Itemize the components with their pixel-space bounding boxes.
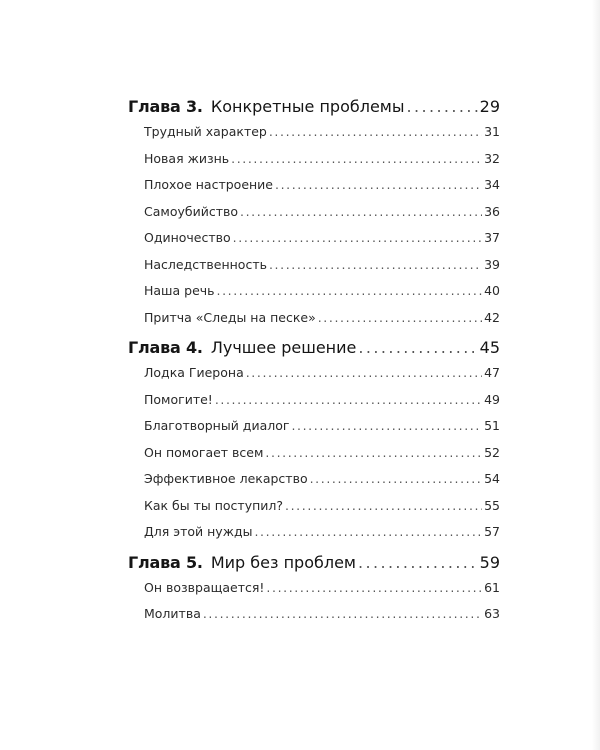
- page-number: 55: [484, 497, 500, 513]
- page-number: 42: [484, 309, 500, 325]
- toc-entry[interactable]: [128, 310, 500, 337]
- dot-leader: [215, 392, 482, 407]
- dot-leader: [275, 177, 482, 192]
- page-number: 29: [479, 97, 500, 116]
- chapter-title: Мир без проблем: [210, 552, 356, 572]
- toc-entry[interactable]: [128, 151, 500, 178]
- dot-leader: [269, 124, 482, 139]
- entry-title: Как бы ты поступил?: [144, 497, 284, 513]
- dot-leader: [266, 580, 482, 595]
- dot-leader: [310, 471, 483, 486]
- dot-leader: [265, 445, 482, 460]
- entry-title: Помогите!: [144, 391, 213, 407]
- page-edge-shadow: [592, 0, 600, 750]
- dot-leader: [217, 283, 483, 298]
- entry-title: Он возвращается!: [144, 579, 265, 595]
- dot-leader: [246, 365, 482, 380]
- chapter-4-heading[interactable]: [128, 338, 500, 363]
- page-number: 31: [484, 124, 500, 139]
- toc-entry[interactable]: [128, 204, 500, 231]
- dot-leader: [254, 524, 482, 539]
- entry-title: Лодка Гиерона: [144, 365, 244, 380]
- table-of-contents: [128, 97, 500, 633]
- dot-leader: [407, 97, 478, 116]
- chapter-title: Конкретные проблемы: [210, 97, 405, 116]
- entry-title: Благотворный диалог: [144, 418, 290, 433]
- page-number: 52: [484, 444, 500, 460]
- toc-entry[interactable]: [128, 580, 500, 607]
- dot-leader: [285, 498, 482, 513]
- dot-leader: [358, 338, 477, 357]
- dot-leader: [318, 310, 482, 325]
- toc-entry[interactable]: [128, 177, 500, 204]
- page-number: 47: [484, 365, 500, 380]
- page-number: 51: [484, 418, 500, 433]
- toc-entry[interactable]: [128, 418, 500, 445]
- page-number: 49: [484, 391, 500, 407]
- entry-title: Самоубийство: [144, 203, 238, 219]
- dot-leader: [269, 257, 482, 272]
- toc-entry[interactable]: [128, 124, 500, 151]
- dot-leader: [203, 606, 482, 621]
- entry-title: Эффективное лекарство: [144, 471, 308, 486]
- toc-entry[interactable]: [128, 498, 500, 525]
- entry-title: Для этой нужды: [144, 524, 253, 539]
- dot-leader: [240, 204, 482, 219]
- page-number: 57: [484, 524, 500, 539]
- chapter-label: Глава 4.: [128, 338, 203, 357]
- dot-leader: [291, 418, 482, 433]
- page-number: 45: [479, 338, 500, 357]
- page-number: 32: [484, 150, 500, 166]
- page-number: 54: [484, 471, 500, 486]
- entry-title: Притча «Следы на песке»: [144, 309, 316, 325]
- entry-title: Молитва: [144, 606, 201, 621]
- chapter-3-heading[interactable]: [128, 97, 500, 122]
- page-number: 34: [484, 177, 500, 192]
- entry-title: Одиночество: [144, 230, 231, 245]
- toc-entry[interactable]: [128, 283, 500, 310]
- toc-entry[interactable]: [128, 392, 500, 419]
- toc-entry[interactable]: [128, 524, 500, 551]
- entry-title: Плохое настроение: [144, 177, 273, 192]
- dot-leader: [358, 553, 478, 572]
- chapter-label: Глава 5.: [128, 552, 203, 572]
- entry-title: Наша речь: [144, 283, 215, 298]
- toc-entry[interactable]: [128, 606, 500, 633]
- toc-entry[interactable]: [128, 445, 500, 472]
- toc-entry[interactable]: [128, 471, 500, 498]
- entry-title: Наследственность: [144, 256, 267, 272]
- chapter-title: Лучшее решение: [210, 338, 357, 357]
- page-number: 37: [484, 230, 500, 245]
- dot-leader: [233, 230, 482, 245]
- page-number: 61: [484, 579, 500, 595]
- toc-entry[interactable]: [128, 230, 500, 257]
- page-number: 39: [484, 256, 500, 272]
- page-number: 40: [484, 283, 500, 298]
- toc-entry[interactable]: [128, 257, 500, 284]
- chapter-5-heading[interactable]: [128, 553, 500, 578]
- dot-leader: [231, 151, 482, 166]
- entry-title: Трудный характер: [144, 124, 267, 139]
- entry-title: Он помогает всем: [144, 444, 264, 460]
- entry-title: Новая жизнь: [144, 150, 230, 166]
- page-number: 63: [484, 606, 500, 621]
- chapter-label: Глава 3.: [128, 97, 203, 116]
- toc-entry[interactable]: [128, 365, 500, 392]
- page-number: 36: [484, 203, 500, 219]
- page-number: 59: [479, 552, 500, 572]
